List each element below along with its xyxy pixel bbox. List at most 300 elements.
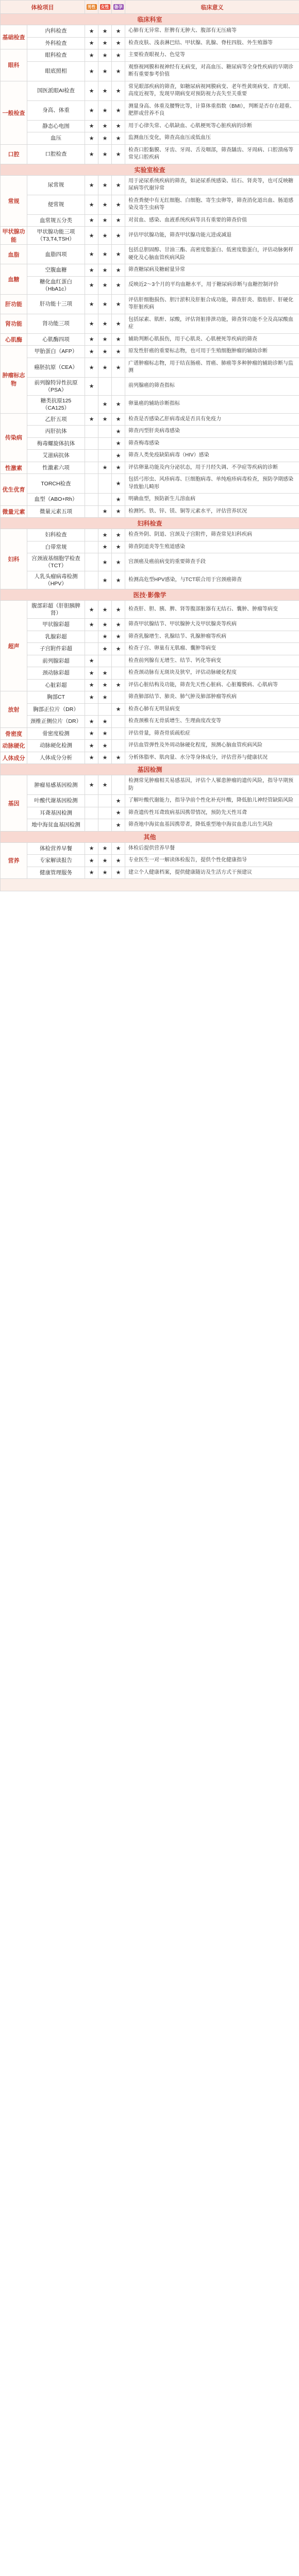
applicability-star: ★ [98, 867, 112, 879]
applicability-star: ★ [112, 703, 125, 716]
applicability-star: ★ [112, 294, 125, 314]
clinical-meaning: 检查肝、胆、胰、脾、肾等腹部脏器有无结石、囊肿、肿瘤等病变 [125, 601, 299, 619]
item-name: 甲状腺功能三项（T3,T4,TSH） [27, 227, 85, 245]
clinical-meaning: 评估骨量，筛查骨质疏松症 [125, 727, 299, 740]
table-row [1, 264, 299, 277]
applicability-star: ★ [98, 667, 112, 680]
table-row [1, 867, 299, 879]
clinical-meaning: 主要检查眼视力、色觉等 [125, 49, 299, 62]
applicability-star: ★ [85, 740, 98, 752]
applicability-star: ★ [85, 716, 98, 728]
clinical-meaning: 筛查肺部结节、肺炎、肺气肿及肺部肿瘤等疾病 [125, 691, 299, 704]
applicability-star: ★ [98, 395, 112, 413]
applicability-star: ★ [112, 450, 125, 462]
table-row [1, 553, 299, 571]
table-row [1, 855, 299, 867]
applicability-star [85, 643, 98, 655]
item-name: 骨密度检测 [27, 727, 85, 740]
section-title: 其他 [1, 831, 299, 842]
item-name: 血型（ABO+Rh） [27, 494, 85, 506]
applicability-star: ★ [85, 855, 98, 867]
item-name: 乳腺彩超 [27, 631, 85, 643]
applicability-star: ★ [85, 144, 98, 164]
applicability-star: ★ [98, 37, 112, 49]
table-row [1, 807, 299, 819]
applicability-star: ★ [85, 752, 98, 764]
applicability-star: ★ [112, 314, 125, 333]
item-name: 糖化血红蛋白（HbA1c） [27, 276, 85, 294]
applicability-star: ★ [98, 358, 112, 377]
applicability-star: ★ [98, 691, 112, 704]
table-row [1, 132, 299, 145]
applicability-star [85, 450, 98, 462]
col-stage-c-header [112, 1, 125, 14]
applicability-star: ★ [98, 679, 112, 691]
applicability-star [112, 667, 125, 680]
applicability-star: ★ [112, 807, 125, 819]
category-cell: 血脂 [1, 245, 27, 264]
applicability-star: ★ [98, 214, 112, 227]
item-name: 艾滋病抗体 [27, 450, 85, 462]
table-row [1, 437, 299, 450]
table-row [1, 175, 299, 195]
category-cell: 心肌酶 [1, 333, 27, 346]
stage-a-label: 男性 [87, 5, 96, 9]
clinical-meaning: 测量身高、体重及腰臀比等，计算体重指数（BMI），判断是否存在超重、肥胖或营养不良 [125, 100, 299, 120]
applicability-star: ★ [112, 49, 125, 62]
applicability-star: ★ [112, 505, 125, 518]
clinical-meaning: 检查颈椎有无骨质增生、生理曲度改变等 [125, 716, 299, 728]
item-name: 眼科检查 [27, 49, 85, 62]
applicability-star: ★ [112, 631, 125, 643]
table-row [1, 214, 299, 227]
item-name: 前列腺特异性抗原（PSA） [27, 377, 85, 395]
applicability-star: ★ [112, 413, 125, 426]
applicability-star: ★ [98, 120, 112, 132]
applicability-star [112, 691, 125, 704]
section-header [1, 764, 299, 775]
applicability-star: ★ [112, 643, 125, 655]
item-name: 肿瘤易感基因检测 [27, 775, 85, 795]
item-name: 人体成分分析 [27, 752, 85, 764]
applicability-star: ★ [85, 377, 98, 395]
applicability-star: ★ [98, 294, 112, 314]
item-name: 血脂四项 [27, 245, 85, 264]
section-title: 医技·影像学 [1, 589, 299, 601]
applicability-star: ★ [98, 462, 112, 474]
category-cell: 超声 [1, 601, 27, 691]
item-name: 耳聋基因检测 [27, 807, 85, 819]
table-row [1, 619, 299, 631]
applicability-star: ★ [85, 276, 98, 294]
item-name: 乙肝五项 [27, 413, 85, 426]
table-row [1, 601, 299, 619]
table-row [1, 462, 299, 474]
applicability-star [98, 377, 112, 395]
applicability-star: ★ [85, 37, 98, 49]
item-name: 子宫附件彩超 [27, 643, 85, 655]
applicability-star: ★ [98, 752, 112, 764]
applicability-star: ★ [98, 413, 112, 426]
clinical-meaning: 建立个人健康档案，提供健康随访及生活方式干预建议 [125, 867, 299, 879]
item-name: 静态心电图 [27, 120, 85, 132]
item-name: 肝功能十三项 [27, 294, 85, 314]
table-row [1, 413, 299, 426]
item-name: 癌胚抗原（CEA） [27, 358, 85, 377]
applicability-star: ★ [98, 227, 112, 245]
applicability-star [85, 494, 98, 506]
table-row [1, 276, 299, 294]
footer-text [1, 879, 299, 891]
applicability-star [85, 437, 98, 450]
applicability-star: ★ [112, 867, 125, 879]
item-name: 糖类抗原125（CA125） [27, 395, 85, 413]
table-row [1, 716, 299, 728]
applicability-star: ★ [98, 132, 112, 145]
table-row [1, 795, 299, 807]
table-row [1, 333, 299, 346]
applicability-star: ★ [98, 61, 112, 81]
section-title: 基因检测 [1, 764, 299, 775]
applicability-star [85, 474, 98, 494]
clinical-meaning: 包括尿素、肌酐、尿酸，评估肾脏排泄功能，筛查肾功能不全及高尿酸血症 [125, 314, 299, 333]
applicability-star: ★ [112, 855, 125, 867]
applicability-star: ★ [98, 716, 112, 728]
applicability-star: ★ [112, 245, 125, 264]
applicability-star [85, 703, 98, 716]
applicability-star [112, 377, 125, 395]
clinical-meaning: 检查粪便中有无红细胞、白细胞、寄生虫卵等，筛查消化道出血、肠道感染及寄生虫病等 [125, 195, 299, 214]
clinical-meaning: 评估卵巢功能及内分泌状态，用于月经失调、不孕症等疾病的诊断 [125, 462, 299, 474]
item-name: 梅毒螺旋体抗体 [27, 437, 85, 450]
category-cell: 营养 [1, 842, 27, 879]
applicability-star: ★ [98, 346, 112, 358]
applicability-star [112, 775, 125, 795]
table-row [1, 740, 299, 752]
applicability-star: ★ [85, 619, 98, 631]
table-row [1, 450, 299, 462]
applicability-star [85, 426, 98, 438]
applicability-star: ★ [98, 100, 112, 120]
table-row [1, 100, 299, 120]
clinical-meaning: 检测常见肿瘤相关易感基因，评估个人罹患肿瘤的遗传风险，指导早期预防 [125, 775, 299, 795]
table-row [1, 775, 299, 795]
clinical-meaning: 反映近2～3个月的平均血糖水平，用于糖尿病诊断与血糖控制评价 [125, 276, 299, 294]
item-name: 妇科检查 [27, 529, 85, 541]
applicability-star: ★ [85, 294, 98, 314]
table-row [1, 346, 299, 358]
table-row [1, 655, 299, 667]
item-name: 便常规 [27, 195, 85, 214]
clinical-meaning: 评估心脏结构及功能，筛查先天性心脏病、心脏瓣膜病、心肌病等 [125, 679, 299, 691]
applicability-star: ★ [85, 120, 98, 132]
table-row [1, 631, 299, 643]
applicability-star: ★ [85, 132, 98, 145]
applicability-star: ★ [112, 100, 125, 120]
section-header [1, 14, 299, 25]
item-name: 甲状腺彩超 [27, 619, 85, 631]
category-cell: 优生优育 [1, 474, 27, 506]
clinical-meaning: 筛查阴道炎等生殖道感染 [125, 541, 299, 553]
applicability-star: ★ [112, 679, 125, 691]
applicability-star: ★ [98, 314, 112, 333]
applicability-star [85, 795, 98, 807]
applicability-star: ★ [112, 819, 125, 832]
category-cell: 一般检查 [1, 81, 27, 144]
applicability-star: ★ [98, 553, 112, 571]
applicability-star: ★ [85, 358, 98, 377]
clinical-meaning: 检查口腔黏膜、牙齿、牙周、舌及咽部，筛查龋齿、牙周病、口腔溃疡等常见口腔疾病 [125, 144, 299, 164]
category-cell: 肿瘤标志物 [1, 346, 27, 414]
category-cell: 动脉硬化 [1, 740, 27, 752]
item-name: 甲胎蛋白（AFP） [27, 346, 85, 358]
item-name: 空腹血糖 [27, 264, 85, 277]
applicability-star: ★ [85, 81, 98, 100]
item-name: 体检营养早餐 [27, 842, 85, 855]
applicability-star: ★ [98, 195, 112, 214]
item-name: 内科检查 [27, 25, 85, 38]
applicability-star: ★ [98, 529, 112, 541]
applicability-star: ★ [85, 49, 98, 62]
clinical-meaning: 检查心肺有无明显病变 [125, 703, 299, 716]
item-name: 丙肝抗体 [27, 426, 85, 438]
item-name: 血常规五分类 [27, 214, 85, 227]
applicability-star: ★ [112, 437, 125, 450]
applicability-star: ★ [98, 333, 112, 346]
category-cell: 人体成分 [1, 752, 27, 764]
clinical-meaning: 检查前列腺有无增生、结节、钙化等病变 [125, 655, 299, 667]
applicability-star: ★ [112, 842, 125, 855]
applicability-star [98, 474, 112, 494]
item-name: 白带常规 [27, 541, 85, 553]
applicability-star: ★ [85, 100, 98, 120]
applicability-star: ★ [112, 358, 125, 377]
applicability-star: ★ [112, 264, 125, 277]
table-header [1, 1, 299, 14]
table-row [1, 314, 299, 333]
applicability-star: ★ [85, 867, 98, 879]
category-cell: 基因 [1, 775, 27, 832]
stage-c-label: 备孕 [114, 5, 123, 9]
table-row [1, 37, 299, 49]
section-header [1, 831, 299, 842]
section-header [1, 589, 299, 601]
clinical-meaning: 体检后提供营养早餐 [125, 842, 299, 855]
item-name: 叶酸代谢基因检测 [27, 795, 85, 807]
applicability-star: ★ [98, 245, 112, 264]
col-meaning-header: 临床意义 [125, 1, 299, 14]
col-project-header: 体检项目 [1, 1, 85, 14]
table-row [1, 691, 299, 704]
applicability-star: ★ [112, 462, 125, 474]
item-name: 身高、体重 [27, 100, 85, 120]
table-row [1, 377, 299, 395]
col-stage-b-header [98, 1, 112, 14]
stage-b-label: 女性 [101, 5, 109, 9]
applicability-star: ★ [85, 727, 98, 740]
applicability-star: ★ [85, 175, 98, 195]
clinical-meaning: 对贫血、感染、血液系统疾病等具有重要的筛查价值 [125, 214, 299, 227]
applicability-star [98, 655, 112, 667]
clinical-meaning: 常见眼部疾病的筛查，如糖尿病视网膜病变、老年性黄斑病变、青光眼、高度近视等，发现早期病变对预防视力丧失至关重要 [125, 81, 299, 100]
clinical-meaning: 心肺有无异常、肝脾有无肿大、腹部有无压痛等 [125, 25, 299, 38]
table-row [1, 505, 299, 518]
applicability-star: ★ [112, 474, 125, 494]
applicability-star [85, 529, 98, 541]
applicability-star: ★ [112, 61, 125, 81]
item-name: 肾功能三项 [27, 314, 85, 333]
item-name: 前列腺彩超 [27, 655, 85, 667]
applicability-star: ★ [112, 227, 125, 245]
health-check-sheet [0, 0, 299, 891]
table-row [1, 144, 299, 164]
table-row [1, 227, 299, 245]
item-name: 胸部正位片（DR） [27, 703, 85, 716]
clinical-meaning: 检查子宫、卵巢有无肌瘤、囊肿等病变 [125, 643, 299, 655]
applicability-star: ★ [85, 195, 98, 214]
applicability-star: ★ [112, 426, 125, 438]
applicability-star: ★ [112, 752, 125, 764]
applicability-star [112, 740, 125, 752]
applicability-star [85, 571, 98, 589]
table-row [1, 529, 299, 541]
clinical-meaning: 筛查地中海贫血基因携带者，降低重型地中海贫血患儿出生风险 [125, 819, 299, 832]
applicability-star: ★ [112, 795, 125, 807]
table-row [1, 426, 299, 438]
applicability-star: ★ [98, 643, 112, 655]
clinical-meaning: 广谱肿瘤标志物，用于结直肠癌、胃癌、肺癌等多种肿瘤的辅助诊断与监测 [125, 358, 299, 377]
clinical-meaning: 筛查遗传性耳聋致病基因携带情况，预防先天性耳聋 [125, 807, 299, 819]
category-cell: 传染病 [1, 413, 27, 462]
applicability-star [98, 437, 112, 450]
clinical-meaning: 筛查甲状腺结节、甲状腺肿大及甲状腺炎等疾病 [125, 619, 299, 631]
applicability-star: ★ [98, 276, 112, 294]
applicability-star: ★ [85, 61, 98, 81]
table-row [1, 245, 299, 264]
category-cell: 放射 [1, 691, 27, 728]
clinical-meaning: 监测血压变化，筛查高血压或低血压 [125, 132, 299, 145]
category-cell: 骨密度 [1, 727, 27, 740]
item-name: 胸部CT [27, 691, 85, 704]
applicability-star [112, 655, 125, 667]
clinical-meaning: 评估甲状腺功能，筛查甲状腺功能亢进或减退 [125, 227, 299, 245]
applicability-star: ★ [98, 631, 112, 643]
applicability-star: ★ [112, 494, 125, 506]
applicability-star: ★ [112, 276, 125, 294]
applicability-star: ★ [98, 727, 112, 740]
table-row [1, 571, 299, 589]
applicability-star: ★ [98, 505, 112, 518]
item-name: 心脏彩超 [27, 679, 85, 691]
applicability-star: ★ [112, 195, 125, 214]
table-row [1, 81, 299, 100]
applicability-star: ★ [112, 395, 125, 413]
category-cell: 基础检查 [1, 25, 27, 49]
applicability-star: ★ [85, 655, 98, 667]
applicability-star [112, 716, 125, 728]
section-title: 实验室检查 [1, 164, 299, 175]
table-row [1, 541, 299, 553]
clinical-meaning: 检查是否感染乙肝病毒或是否具有免疫力 [125, 413, 299, 426]
clinical-meaning: 检查颈动脉有无斑块及狭窄，评估动脉硬化程度 [125, 667, 299, 680]
table-row [1, 819, 299, 832]
table-row [1, 727, 299, 740]
clinical-meaning: 观察视网膜和视神经有无病变，对高血压、糖尿病等全身性疾病的早期诊断有重要参考价值 [125, 61, 299, 81]
category-cell: 血糖 [1, 264, 27, 295]
table-row [1, 494, 299, 506]
section-header [1, 518, 299, 529]
section-title: 妇科检查 [1, 518, 299, 529]
applicability-star: ★ [112, 601, 125, 619]
applicability-star: ★ [98, 571, 112, 589]
item-name: 人乳头瘤病毒检测（HPV） [27, 571, 85, 589]
category-cell: 肝功能 [1, 294, 27, 314]
item-name: 颈动脉彩超 [27, 667, 85, 680]
applicability-star: ★ [85, 264, 98, 277]
category-cell: 肾功能 [1, 314, 27, 333]
applicability-star: ★ [98, 619, 112, 631]
table-row [1, 294, 299, 314]
applicability-star: ★ [85, 842, 98, 855]
item-name: 颈椎正侧位片（DR） [27, 716, 85, 728]
applicability-star: ★ [112, 144, 125, 164]
section-header [1, 164, 299, 175]
clinical-meaning: 原发性肝癌的重要标志物，也可用于生殖细胞肿瘤的辅助诊断 [125, 346, 299, 358]
applicability-star: ★ [112, 333, 125, 346]
applicability-star: ★ [112, 132, 125, 145]
table-row [1, 752, 299, 764]
clinical-meaning: 包括弓形虫、风疹病毒、巨细胞病毒、单纯疱疹病毒检查，预防孕期感染导致胎儿畸形 [125, 474, 299, 494]
table-row [1, 667, 299, 680]
clinical-meaning: 检查皮肤、浅表淋巴结、甲状腺、乳腺、脊柱四肢、外生殖器等 [125, 37, 299, 49]
table-footer [1, 879, 299, 891]
applicability-star: ★ [112, 25, 125, 38]
applicability-star: ★ [98, 81, 112, 100]
applicability-star: ★ [85, 679, 98, 691]
category-cell: 妇科 [1, 529, 27, 589]
applicability-star: ★ [85, 245, 98, 264]
clinical-meaning: 宫颈癌及癌前病变的重要筛查手段 [125, 553, 299, 571]
clinical-meaning: 明确血型，预防新生儿溶血病 [125, 494, 299, 506]
item-name: 专家解读报告 [27, 855, 85, 867]
applicability-star [85, 395, 98, 413]
table-row [1, 395, 299, 413]
clinical-meaning: 了解叶酸代谢能力，指导孕前个性化补充叶酸，降低胎儿神经管缺陷风险 [125, 795, 299, 807]
item-name: 腹部彩超（肝胆胰脾肾） [27, 601, 85, 619]
clinical-meaning: 包括总胆固醇、甘油三酯、高密度脂蛋白、低密度脂蛋白，评估动脉粥样硬化及心脑血管疾病风险 [125, 245, 299, 264]
applicability-star: ★ [85, 25, 98, 38]
applicability-star: ★ [112, 541, 125, 553]
applicability-star: ★ [112, 529, 125, 541]
table-row [1, 358, 299, 377]
applicability-star: ★ [112, 346, 125, 358]
applicability-star: ★ [85, 775, 98, 795]
applicability-star: ★ [85, 227, 98, 245]
applicability-star [85, 807, 98, 819]
clinical-meaning: 用于泌尿系统疾病的筛查，如泌尿系统感染、结石、肾炎等，也可反映糖尿病等代谢异常 [125, 175, 299, 195]
table-body [1, 14, 299, 891]
applicability-star: ★ [112, 120, 125, 132]
applicability-star [98, 450, 112, 462]
applicability-star: ★ [85, 333, 98, 346]
item-name: 眼底照相 [27, 61, 85, 81]
item-name: 口腔检查 [27, 144, 85, 164]
item-name: 性激素六项 [27, 462, 85, 474]
applicability-star [112, 727, 125, 740]
applicability-star [85, 541, 98, 553]
applicability-star: ★ [98, 264, 112, 277]
table-row [1, 61, 299, 81]
